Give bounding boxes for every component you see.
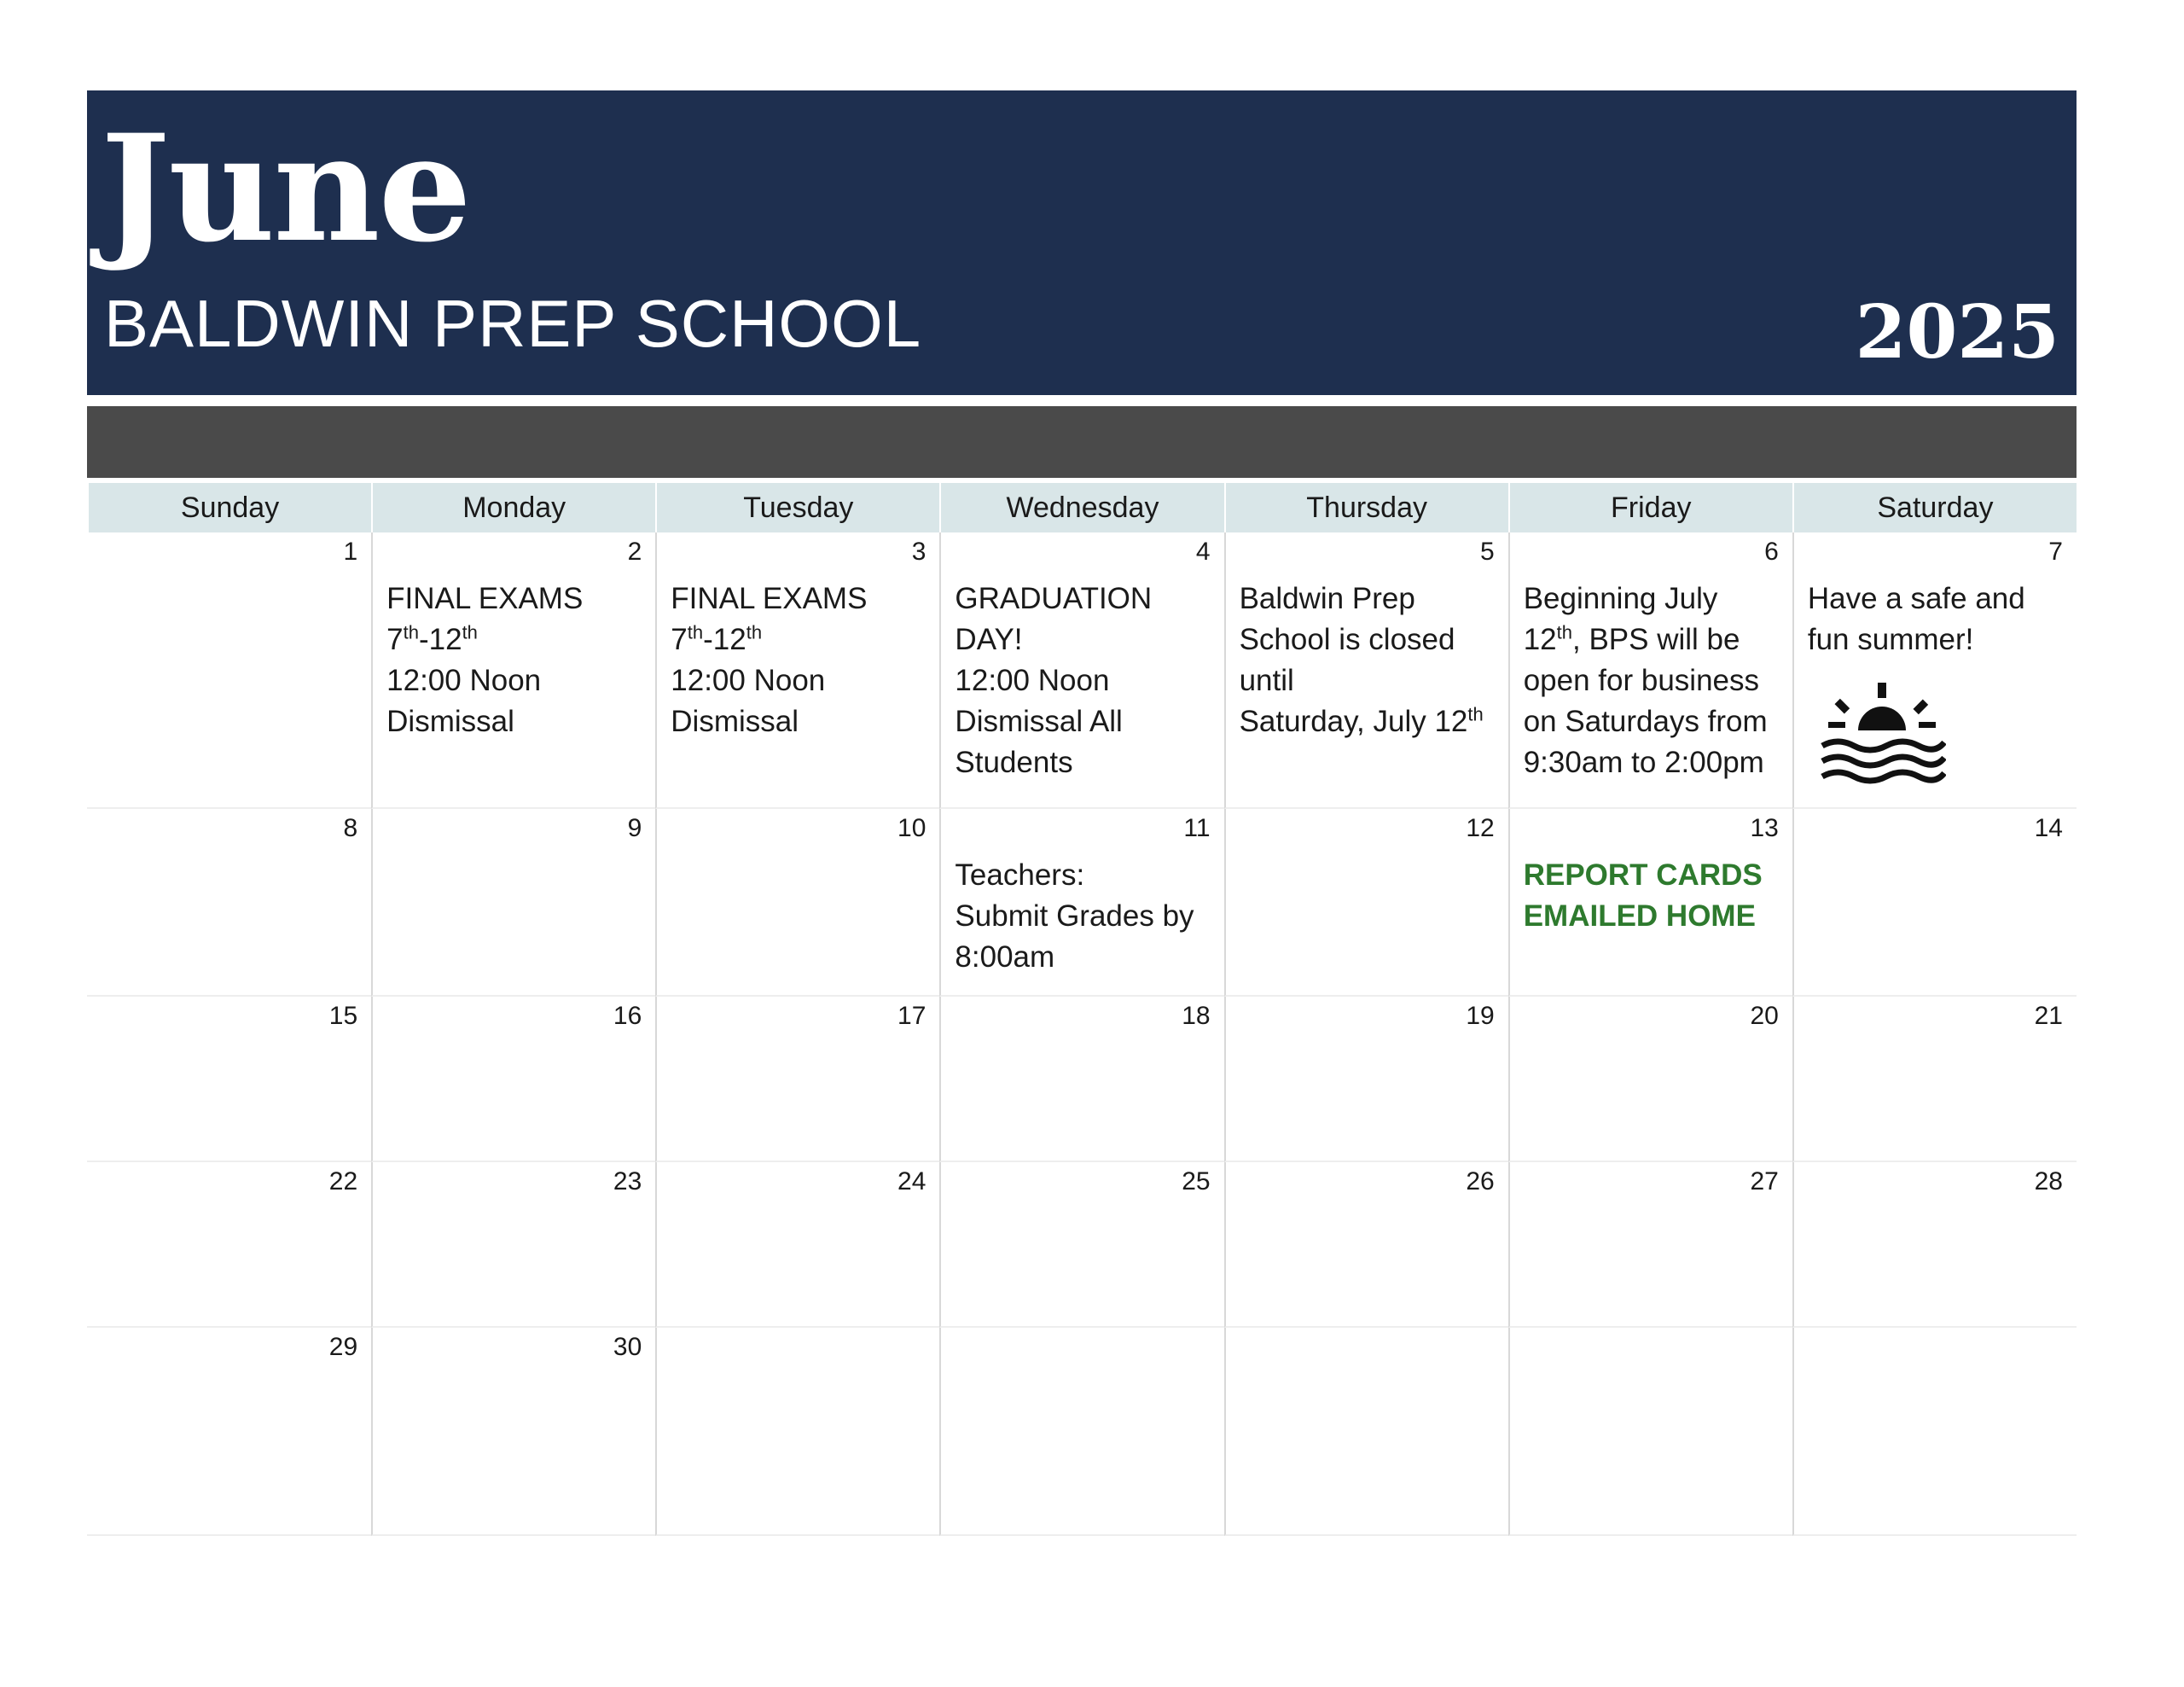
school-name: BALDWIN PREP SCHOOL [104,286,922,361]
day-number: 10 [897,814,926,842]
day-cell [1224,997,1508,1162]
day-number: 6 [1764,538,1779,566]
day-number: 7 [2048,538,2063,566]
day-number: 11 [1183,814,1211,842]
day-cell [87,1162,371,1328]
day-cell [939,1162,1223,1328]
event-text: Have a safe and [1807,582,2025,615]
header-divider-band [87,406,2077,478]
day-number: 27 [1750,1167,1779,1195]
day-number: 13 [1750,814,1779,842]
day-cell [1508,997,1792,1162]
weekday-thursday: Thursday [1224,483,1508,532]
event-time: 12:00 Noon [386,664,542,697]
event-grades: 7th-12th [671,621,763,656]
day-cell [371,997,655,1162]
day-cell-empty [655,1328,939,1536]
weekday-tuesday: Tuesday [655,483,939,532]
day-number: 24 [897,1167,926,1195]
day-cell [939,809,1223,997]
event-highlight: EMAILED HOME [1523,899,1756,933]
event-title: FINAL EXAMS [386,582,584,615]
event-text: open for business [1523,664,1759,697]
event-text: Baldwin Prep [1239,582,1415,615]
event-text: on Saturdays from [1523,705,1768,738]
day-cell-empty [1792,1328,2077,1536]
day-number: 17 [897,1002,926,1030]
event-text: 9:30am to 2:00pm [1523,746,1764,779]
year-label: 2025 [1855,289,2059,375]
event-title: Teachers: [955,858,1085,892]
event-detail: Dismissal [386,705,514,738]
day-number: 1 [343,538,358,566]
day-cell [87,997,371,1162]
event-highlight: REPORT CARDS [1523,858,1763,892]
day-cell [1792,532,2077,809]
day-number: 28 [2034,1167,2063,1195]
month-title: June [101,102,470,275]
day-cell [371,809,655,997]
event-detail: Dismissal All [955,705,1123,738]
day-number: 20 [1750,1002,1779,1030]
day-number: 2 [627,538,642,566]
day-cell [1224,809,1508,997]
day-cell-empty [1508,1328,1792,1536]
sunset-icon [1818,683,1946,785]
day-number: 23 [613,1167,642,1195]
event-text: School is closed [1239,623,1455,656]
event-text: fun summer! [1807,623,1974,656]
day-cell [655,997,939,1162]
day-number: 15 [328,1002,358,1030]
event-grades: 7th-12th [386,621,478,656]
day-cell [1792,809,2077,997]
weekday-monday: Monday [371,483,655,532]
calendar-grid [87,483,2077,1536]
day-number: 8 [343,814,358,842]
day-number: 9 [627,814,642,842]
event-title: FINAL EXAMS [671,582,868,615]
day-cell [939,532,1223,809]
day-cell [1508,1162,1792,1328]
event-text: 12th, BPS will be [1523,621,1740,656]
day-cell [655,809,939,997]
event-text: until [1239,664,1294,697]
day-cell [1508,532,1792,809]
weekday-sunday: Sunday [87,483,371,532]
day-number: 5 [1480,538,1495,566]
day-number: 22 [328,1167,358,1195]
day-cell [1224,1162,1508,1328]
day-cell [371,1162,655,1328]
day-cell [87,532,371,809]
day-number: 29 [328,1333,358,1361]
day-number: 12 [1466,814,1495,842]
day-number: 30 [613,1333,642,1361]
event-text: Submit Grades by [955,899,1194,933]
event-time: 12:00 Noon [671,664,826,697]
weekday-saturday: Saturday [1792,483,2077,532]
day-cell [371,1328,655,1536]
day-number: 26 [1466,1167,1495,1195]
day-number: 16 [613,1002,642,1030]
day-cell [1224,532,1508,809]
day-number: 21 [2034,1002,2063,1030]
event-title: DAY! [955,623,1023,656]
day-cell [87,1328,371,1536]
day-number: 4 [1195,538,1211,566]
event-text: Saturday, July 12th [1239,703,1484,738]
event-detail: Students [955,746,1073,779]
day-cell-empty [939,1328,1223,1536]
weekday-wednesday: Wednesday [939,483,1223,532]
day-cell [939,997,1223,1162]
day-cell [1792,997,2077,1162]
day-cell [655,1162,939,1328]
day-number: 14 [2034,814,2063,842]
day-cell [87,809,371,997]
weekday-friday: Friday [1508,483,1792,532]
day-cell [1792,1162,2077,1328]
calendar-header [87,90,2077,395]
day-number: 25 [1182,1167,1211,1195]
event-detail: Dismissal [671,705,799,738]
day-cell [1508,809,1792,997]
event-time: 12:00 Noon [955,664,1110,697]
event-text: Beginning July [1523,582,1718,615]
day-number: 19 [1466,1002,1495,1030]
day-cell [371,532,655,809]
day-cell [655,532,939,809]
event-title: GRADUATION [955,582,1153,615]
day-cell-empty [1224,1328,1508,1536]
event-time: 8:00am [955,940,1055,974]
day-number: 18 [1182,1002,1211,1030]
day-number: 3 [911,538,926,566]
